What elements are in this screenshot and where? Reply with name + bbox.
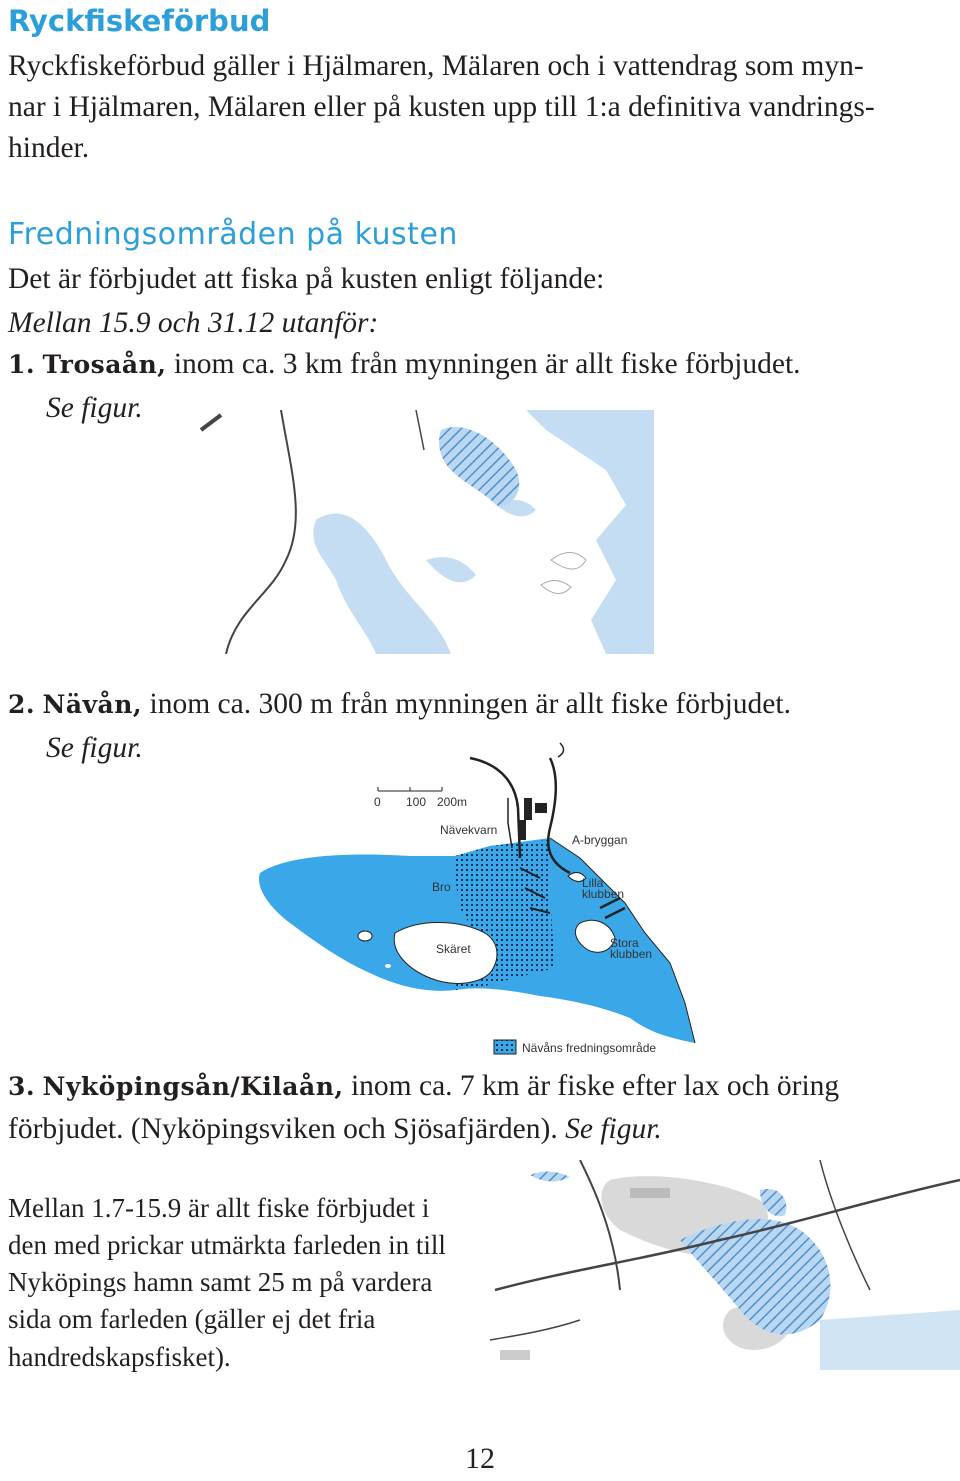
item2-number: 2. <box>8 690 36 719</box>
section2-period: Mellan 15.9 och 31.12 utanför: <box>8 307 379 339</box>
section1-line-1: Ryckfiskeförbud gäller i Hjälmaren, Mälaren och i vattendrag som myn- <box>8 50 864 82</box>
item2-see-figure: Se figur. <box>46 732 143 764</box>
section2-intro: Det är förbjudet att fiska på kusten enligt följande: <box>8 263 605 295</box>
legend-swatch <box>494 1040 516 1054</box>
item1-line <box>8 348 801 381</box>
item1-number: 1. <box>8 350 36 379</box>
label-skaret: Skäret <box>436 942 471 956</box>
scale-label-100: 100 <box>406 795 427 809</box>
item3-note-line-2: den med prickar utmärkta farleden in till <box>8 1230 446 1260</box>
item3-name: Nyköpingsån/Kilaån, <box>42 1072 344 1101</box>
label-stora-1: Stora <box>610 936 639 950</box>
heading-ryckfiskeforbud: Ryckfiskeförbud <box>8 4 271 38</box>
map-nykopingsan <box>490 1160 960 1370</box>
label-bro: Bro <box>432 880 451 894</box>
label-a-bryggan: A-bryggan <box>572 833 628 847</box>
item3-line-2 <box>8 1113 662 1146</box>
heading-fredningsomraden: Fredningsområden på kusten <box>8 217 458 252</box>
label-stora-2: klubben <box>610 947 653 961</box>
legend-label: Nävåns fredningsområde <box>522 1041 657 1055</box>
page-number: 12 <box>465 1442 495 1475</box>
item3-note-line-3: Nyköpings hamn samt 25 m på vardera <box>8 1267 433 1297</box>
item3-note-line-4: sida om farleden (gäller ej det fria <box>8 1304 376 1334</box>
label-lilla-2: klubben <box>582 887 625 901</box>
item3-line-1 <box>8 1070 839 1103</box>
scale-label-0: 0 <box>374 795 381 809</box>
item1-name: Trosaån, <box>42 350 167 379</box>
section1-line-2: nar i Hjälmaren, Mälaren eller på kusten upp till 1:a definitiva vandrings- <box>8 91 875 123</box>
map-trosaan <box>196 410 654 654</box>
scale-label-200m: 200m <box>437 795 468 809</box>
item2-text: inom ca. 300 m från mynningen är allt fiske förbjudet. <box>149 688 791 720</box>
item2-name: Nävån, <box>42 690 143 719</box>
item2-line <box>8 688 791 721</box>
item3-note-line-1: Mellan 1.7-15.9 är allt fiske förbjudet i <box>8 1193 430 1223</box>
item3-note-line-5: handredskapsfisket). <box>8 1342 231 1372</box>
item1-text: inom ca. 3 km från mynningen är allt fiske förbjudet. <box>173 348 801 380</box>
item3-see-figure: Se figur. <box>565 1113 662 1145</box>
item3-text-2: förbjudet. (Nyköpingsviken och Sjösafjärden). <box>8 1113 558 1145</box>
item1-see-figure: Se figur. <box>46 392 143 424</box>
map-navan <box>250 738 700 1060</box>
item3-text-1: inom ca. 7 km är fiske efter lax och öring <box>350 1070 840 1102</box>
label-navekvarn: Nävekvarn <box>440 823 498 837</box>
label-lilla-1: Lilla <box>582 876 604 890</box>
item3-number: 3. <box>8 1072 36 1101</box>
section1-line-3: hinder. <box>8 132 90 164</box>
